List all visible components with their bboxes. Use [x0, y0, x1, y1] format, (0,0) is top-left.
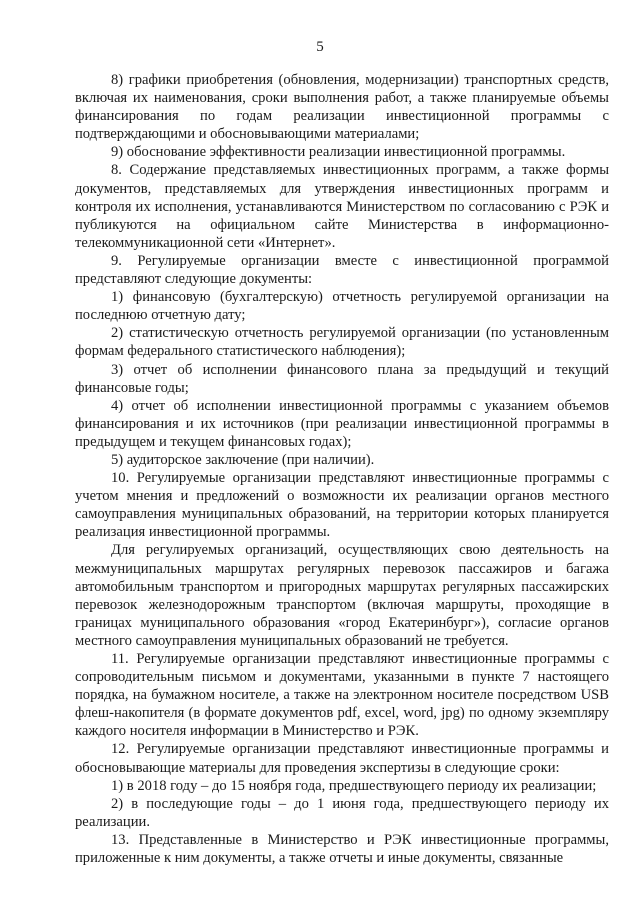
paragraph-clause-12: 12. Регулируемые организации представляют инвестиционные программы и обосновывающие материалы для проведения экспертизы в следующие сроки:	[75, 741, 609, 776]
paragraph-clause-10: 10. Регулируемые организации представляют инвестиционные программы с учетом мнения и предложений о возможности их реализации органов местного самоуправления муниципальных образований, на территории которых планируется реализация инвестиционной программы.	[75, 470, 609, 541]
paragraph-clause-8: 8. Содержание представляемых инвестиционных программ, а также формы документов, представляемых для утверждения инвестиционных программ и контроля их исполнения, устанавливаются Министерством по согласованию с РЭК и публикуются на официальном сайте Министерства в информационно-телекоммуникационной сети «Интернет».	[75, 162, 609, 251]
paragraph-item-8: 8) графики приобретения (обновления, модернизации) транспортных средств, включая их наименования, сроки выполнения работ, а также планируемые объемы финансирования по годам реализации инвестиционной программы с подтверждающими и обосновывающими материалами;	[75, 72, 609, 143]
paragraph-clause-11: 11. Регулируемые организации представляют инвестиционные программы с сопроводительным письмом и документами, указанными в пункте 7 настоящего порядка, на бумажном носителе, а также на электронном носителе посредством USB флеш-накопителя (в формате документов pdf, excel, word, jpg) по одному экземпляру каждого носителя информации в Министерство и РЭК.	[75, 651, 609, 740]
paragraph-clause-13: 13. Представленные в Министерство и РЭК инвестиционные программы, приложенные к ним документы, а также отчеты и иные документы, связанные	[75, 831, 609, 867]
paragraph-clause-10-note: Для регулируемых организаций, осуществляющих свою деятельность на межмуниципальных маршрутах регулярных перевозок пассажиров и багажа автомобильным транспортом и пригородных маршрутах регулярных пассажирских перевозок железнодорожным транспортом (включая маршруты, проходящие в границах муниципального образования «город Екатеринбург»), согласие органов местного самоуправления муниципальных образований не требуется.	[75, 542, 609, 649]
paragraph-clause-12-subitem-2: 2) в последующие годы – до 1 июня года, предшествующего периоду их реализации.	[75, 795, 609, 830]
paragraph-subitem-4: 4) отчет об исполнении инвестиционной программы с указанием объемов финансирования и их источников (при реализации инвестиционной программы в предыдущем и текущем финансовых годах);	[75, 397, 609, 450]
paragraph-subitem-1: 1) финансовую (бухгалтерскую) отчетность регулируемой организации на последнюю отчетную дату;	[75, 289, 609, 324]
page-number: 5	[316, 39, 324, 55]
paragraph-subitem-5: 5) аудиторское заключение (при наличии).	[111, 451, 375, 468]
paragraph-subitem-3: 3) отчет об исполнении финансового плана за предыдущий и текущий финансовые годы;	[75, 361, 609, 396]
paragraph-clause-9: 9. Регулируемые организации вместе с инвестиционной программой представляют следующие документы:	[75, 252, 609, 288]
paragraph-subitem-2: 2) статистическую отчетность регулируемой организации (по установленным формам федерального статистического наблюдения);	[75, 325, 609, 360]
paragraph-item-9: 9) обоснование эффективности реализации инвестиционной программы.	[111, 144, 566, 161]
document-body	[75, 71, 609, 867]
paragraph-clause-12-subitem-1: 1) в 2018 году – до 15 ноября года, предшествующего периоду их реализации;	[111, 777, 597, 794]
